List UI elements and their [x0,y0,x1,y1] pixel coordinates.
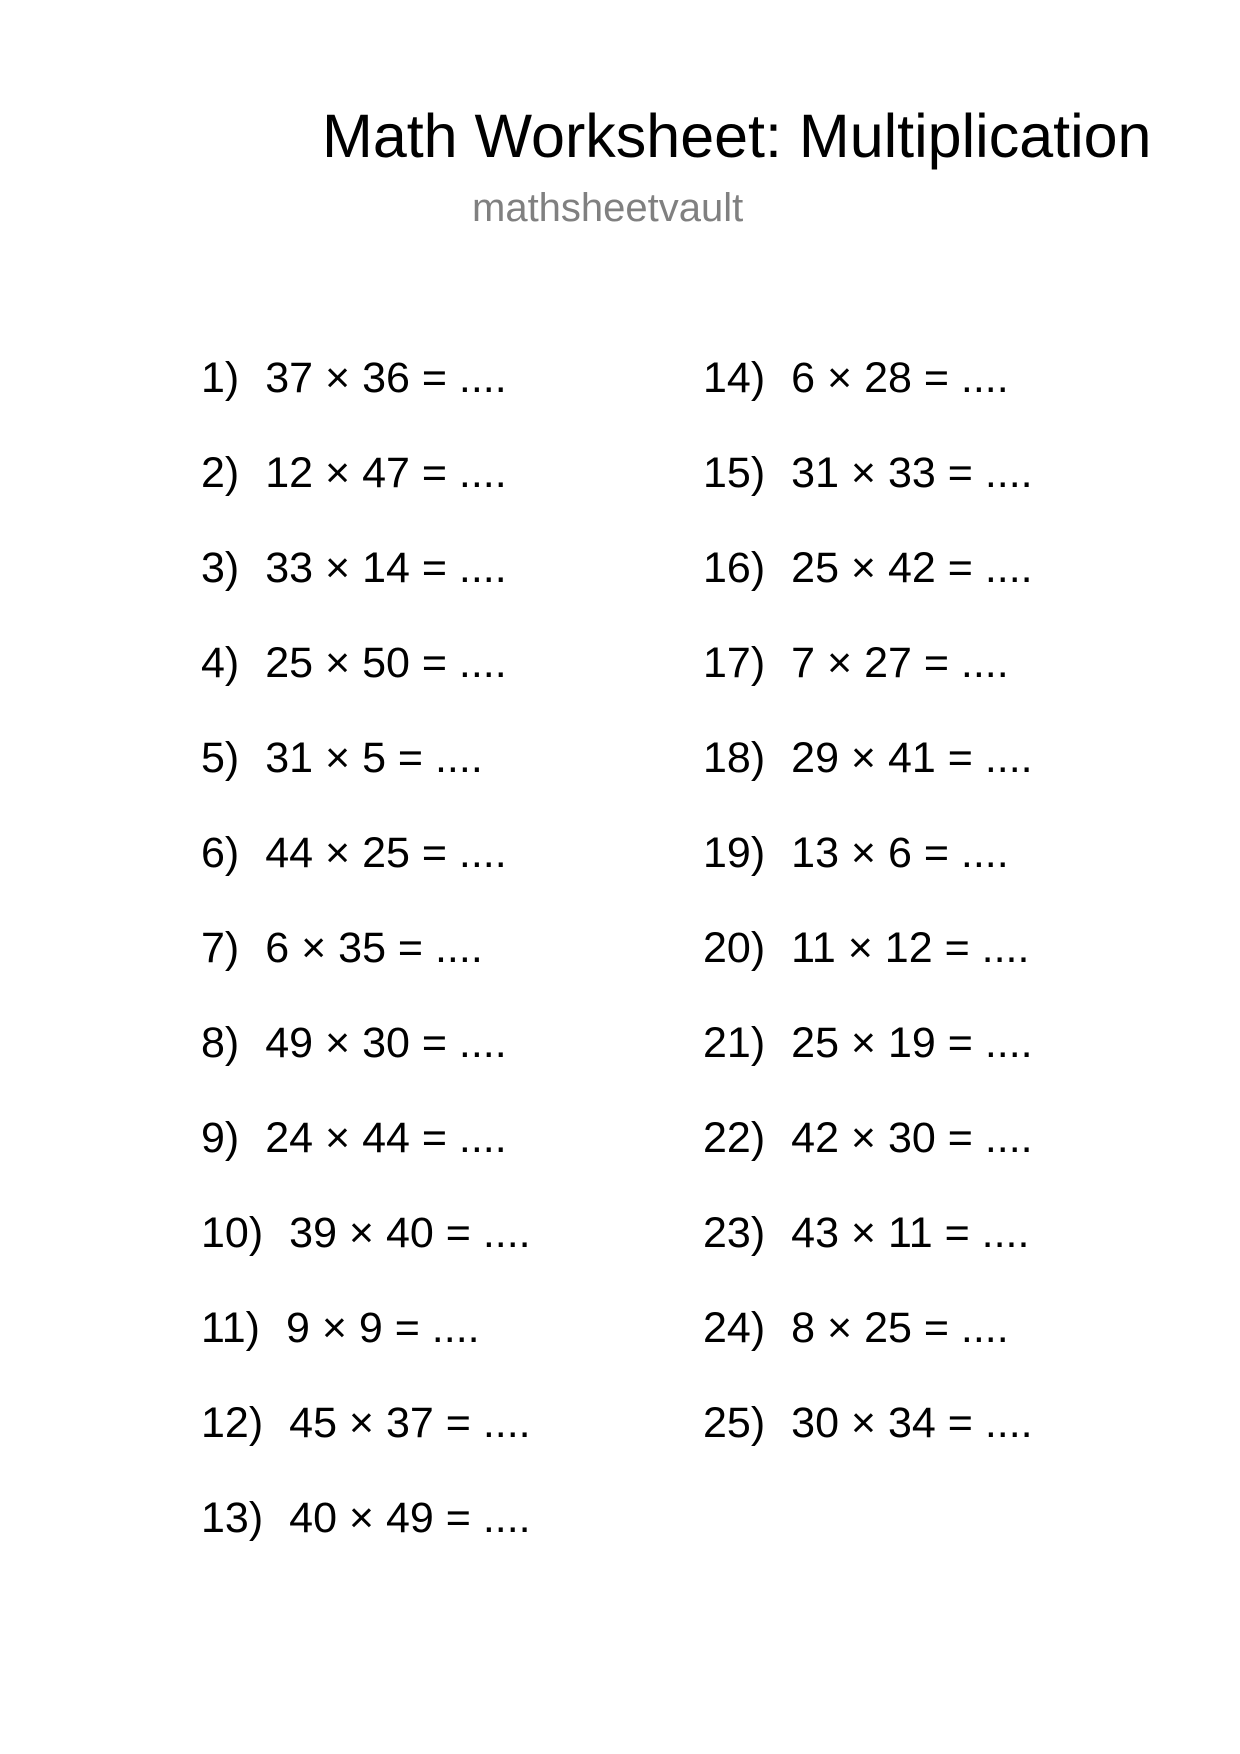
problem-item [703,827,1033,922]
page-subtitle: mathsheetvault [472,186,744,230]
problem-item [703,542,1033,637]
problem-number: 15) [703,449,766,497]
problem-expression: 25 × 19 = .... [791,1019,1033,1067]
problem-item [703,1112,1033,1207]
problem-expression: 33 × 14 = .... [265,544,507,592]
problem-number: 20) [703,924,766,972]
problem-item [703,352,1033,447]
problem-number: 17) [703,639,766,687]
problem-number: 21) [703,1019,766,1067]
problem-number: 11) [201,1304,260,1352]
problem-expression: 44 × 25 = .... [265,829,507,877]
problem-item [703,1207,1033,1302]
problem-expression: 13 × 6 = .... [791,829,1009,877]
problem-number: 24) [703,1304,766,1352]
problem-item [201,1017,531,1112]
problem-number: 18) [703,734,766,782]
problem-expression: 31 × 33 = .... [791,449,1033,497]
problem-item [703,637,1033,732]
problem-expression: 49 × 30 = .... [265,1019,507,1067]
problem-item [201,447,531,542]
problem-number: 1) [201,354,240,402]
problem-number: 22) [703,1114,766,1162]
problem-item [201,1207,531,1302]
problem-item [201,1492,531,1587]
problem-item [201,542,531,637]
problem-number: 19) [703,829,766,877]
problem-item [703,732,1033,827]
problem-item [201,352,531,447]
problem-number: 2) [201,449,240,497]
problem-expression: 6 × 28 = .... [791,354,1009,402]
problem-number: 9) [201,1114,240,1162]
problem-number: 13) [201,1494,264,1542]
problem-item [703,1017,1033,1112]
problem-expression: 9 × 9 = .... [285,1304,480,1352]
problem-column-left [201,352,531,1587]
problem-item [703,1302,1033,1397]
problem-expression: 37 × 36 = .... [265,354,507,402]
problem-expression: 25 × 42 = .... [791,544,1033,592]
problem-expression: 40 × 49 = .... [289,1494,531,1542]
problem-expression: 7 × 27 = .... [791,639,1009,687]
problem-expression: 45 × 37 = .... [289,1399,531,1447]
problem-number: 23) [703,1209,766,1257]
problem-item [201,637,531,732]
problem-number: 3) [201,544,240,592]
problem-expression: 6 × 35 = .... [265,924,483,972]
problem-number: 8) [201,1019,240,1067]
problem-expression: 8 × 25 = .... [791,1304,1009,1352]
problem-number: 14) [703,354,766,402]
problem-number: 16) [703,544,766,592]
problem-expression: 25 × 50 = .... [265,639,507,687]
problem-column-right [703,352,1033,1492]
problem-item [201,1397,531,1492]
problem-item [201,922,531,1017]
problem-expression: 39 × 40 = .... [289,1209,531,1257]
problem-item [703,1397,1033,1492]
problem-item [703,447,1033,542]
problem-item [201,1302,531,1397]
problem-expression: 12 × 47 = .... [265,449,507,497]
problem-number: 12) [201,1399,264,1447]
problem-expression: 31 × 5 = .... [265,734,483,782]
problem-item [703,922,1033,1017]
problem-item [201,827,531,922]
problem-expression: 30 × 34 = .... [791,1399,1033,1447]
problem-number: 5) [201,734,240,782]
page-title: Math Worksheet: Multiplication [322,102,1152,170]
problem-expression: 24 × 44 = .... [265,1114,507,1162]
problem-expression: 43 × 11 = .... [791,1209,1030,1257]
problem-expression: 42 × 30 = .... [791,1114,1033,1162]
problem-number: 6) [201,829,240,877]
problem-number: 25) [703,1399,766,1447]
problem-number: 7) [201,924,240,972]
problem-item [201,732,531,827]
problem-expression: 11 × 12 = .... [791,924,1030,972]
problem-number: 4) [201,639,240,687]
problem-expression: 29 × 41 = .... [791,734,1033,782]
problem-item [201,1112,531,1207]
problem-number: 10) [201,1209,264,1257]
